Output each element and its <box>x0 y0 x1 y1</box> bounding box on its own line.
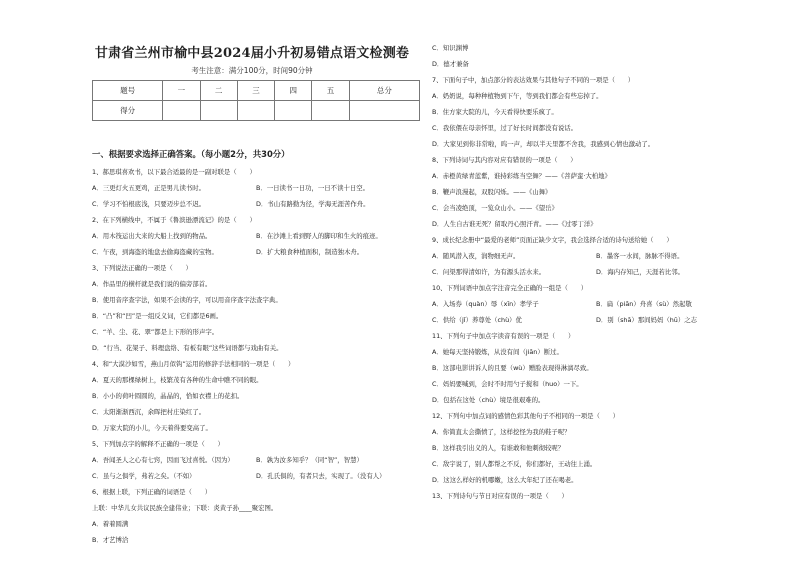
question-line: A．吾闻圣人之心有七窍，因而飞过喜悦。（因为） <box>92 456 234 464</box>
question-line: B．才艺博洽 <box>92 536 129 544</box>
question-line: D．德才兼备 <box>432 60 469 68</box>
question-line: D．书山有路勤为径，学海无涯苦作舟。 <box>256 200 370 208</box>
question-line: 1、郝思琪喜欢书，以下最合适最的是一副对联是（ ） <box>92 168 256 176</box>
score-cell <box>312 101 349 121</box>
score-row-label: 得分 <box>93 101 163 121</box>
question-line: B．在沙滩上看到野人的脚印和生火的痕迹。 <box>256 232 382 240</box>
question-line: C．“羊、尘、花、翠”都是上下形的形声字。 <box>92 328 219 336</box>
question-line: A．你简直太会撕愤了，这样挖怪为我的鞋子呢？ <box>432 428 571 436</box>
question-line: A．随风潜入夜，润物细无声。 <box>432 252 520 260</box>
question-line: D．包括在这处（chù）境是很艰难的。 <box>432 396 545 404</box>
question-line: B．墨客一水间，脉脉不得语。 <box>596 252 684 260</box>
score-header-cell: 一 <box>163 81 200 101</box>
question-line: 上联：中华儿女共议民族全建伟业；下联：炎黄子孙____聚宏图。 <box>92 504 278 512</box>
question-line: 8、下列诗词与其内容对应有错误的一项是（ ） <box>432 156 577 164</box>
question-line: C．太阳渐渐西沉，余晖把村庄染红了。 <box>92 408 206 416</box>
score-cell <box>349 101 419 121</box>
score-cell <box>275 101 312 121</box>
question-line: C．供给（jǐ）养尊处（chù）优 <box>432 316 522 324</box>
question-line: D．万家大院的小儿，今天着得要变高了。 <box>92 424 212 432</box>
exam-notice: 考生注意：满分100分，时间90分钟 <box>191 66 313 75</box>
question-line: C．妈妈要喊到，会时不时用勺子搅和（huo）一下。 <box>432 380 583 388</box>
question-line: 4、和“大漠沙如雪，燕山月似钩”运用的修辞手法相同的一项是（ ） <box>92 360 295 368</box>
question-line: A．用木筏运出大来的大船上找到的物品。 <box>92 232 212 240</box>
section-heading: 一、根据要求选择正确答案。（每小题2分，共30分） <box>92 149 290 159</box>
question-line: C．学习不怕根底浅，只要迈步总不迟。 <box>92 200 206 208</box>
question-line: C．敌宇说了，别人都帮之不反，你们都好，王动往上涌。 <box>432 460 597 468</box>
score-table <box>92 80 420 121</box>
question-line: 3、下列说法正确的一项是（ ） <box>92 264 192 272</box>
question-line: C．会当凌绝顶，一览众山小。——《望岳》 <box>432 204 558 212</box>
question-line: B．这样我引出义的人，有谁敢和他刺彻较呢？ <box>432 444 565 452</box>
score-header-row <box>93 81 420 101</box>
question-line: D．这这么样好的机哪嫩，这么大年纪了还在喝老。 <box>432 476 578 484</box>
question-line: D．别（shā）那间妈妈（hū）之志 <box>596 316 698 324</box>
question-line: B．鞭声浪漫起，双股闪烁。——《山舞》 <box>432 188 552 196</box>
question-line: D．人生自古谁无死？留取丹心照汗青。——《过零丁洋》 <box>432 220 597 228</box>
question-line: B．一日读书一日功，一日不读十日空。 <box>256 184 370 192</box>
question-line: A．奶奶说，每种种植物到下午，等到我们都会有些忘掉了。 <box>432 92 603 100</box>
score-cell <box>200 101 237 121</box>
question-line: 2、在下列横线中，不属于《鲁滨逊漂流记》的是（ ） <box>92 216 256 224</box>
question-line: A．入场券（quàn）辱（xīn）孝学子 <box>432 300 539 308</box>
question-line: B．这部电影讲诉人的且要（wù）赠脸表现得淋漓尽致。 <box>432 364 593 372</box>
question-line: 6、根据上联，下列正确的词语是（ ） <box>92 488 212 496</box>
question-line: A．夏天的那棵绿树上，枝繁茂有各种的生命中瞧不同的眼。 <box>92 376 263 384</box>
question-line: 5、下列加点字的解释不正确的一项是（ ） <box>92 440 224 448</box>
score-header-cell: 二 <box>200 81 237 101</box>
question-line: B．扁（piān）舟喜（sù）然起敬 <box>596 300 692 308</box>
question-line: B．小小的荷叶圆圆的，晶晶的，恰如衣襟上的花扣。 <box>92 392 244 400</box>
question-line: B．孰为汝多知乎？（同“智”，智慧） <box>256 456 363 464</box>
question-line: D．海内存知己，天涯若比邻。 <box>596 268 684 276</box>
score-cell <box>237 101 274 121</box>
score-row <box>93 101 420 121</box>
question-line: 7、下面句子中，加点部分的表达效果与其他句子不同的一项是（ ） <box>432 76 635 84</box>
score-header-cell: 四 <box>275 81 312 101</box>
question-line: A．她每天坚持锻炼，从没有间（jiān）断过。 <box>432 348 563 356</box>
question-line: A．赤橙黄绿青蓝紫，谁持彩练当空舞？——《菩萨蛮·大柏地》 <box>432 172 611 180</box>
question-line: B．住方家大院的儿，今天看得快要乐疯了。 <box>432 108 558 116</box>
question-line: C．虽与之俱学，弗若之矣。（不如） <box>92 472 196 480</box>
question-line: D．大家见到你非常啦，呜一声，却以半天里都不舍我，我感到心情也激动了。 <box>432 140 655 148</box>
score-header-cell: 总分 <box>349 81 419 101</box>
question-line: D．“行当、花架子、料理盘络、有板有眼”这些词语都与戏曲有关。 <box>92 344 283 352</box>
score-cell <box>163 101 200 121</box>
question-line: A．着着圆满 <box>92 520 129 528</box>
question-line: 11、下列句子中加点字读音有误的一项是（ ） <box>432 332 575 340</box>
question-line: 10、下列词语中加点字注音完全正确的一组是（ ） <box>432 284 588 292</box>
question-line: 12、下列句中加点词的感情色彩其他句子不相同的一项是（ ） <box>432 412 620 420</box>
question-line: A．作品里的横杆就是我们说的偏旁部首。 <box>92 280 212 288</box>
question-line: 13、下列诗句与节日对应有误的一项是（ ） <box>432 492 568 500</box>
exam-title: 甘肃省兰州市榆中县2024届小升初易错点语文检测卷 <box>94 46 410 61</box>
score-header-cell: 题号 <box>93 81 163 101</box>
question-line: C．知识渊博 <box>432 44 469 52</box>
question-line: B．使用音序查字法，如果不会读的字，可以用音序查字法查字典。 <box>92 296 282 304</box>
question-line: D．孔氏俱的，有者只去，实现了。（没有人） <box>256 472 386 480</box>
question-line: D．扩大粮食种植面积，制造独木舟。 <box>256 248 364 256</box>
question-line: C．我依偎在母亲怀里，过了好长时间都没有说话。 <box>432 124 578 132</box>
question-line: C．午夜，到海盗的地盘去偷海盗藏的宝物。 <box>92 248 218 256</box>
question-line: B．“凸”和“凹”是一组反义词，它们都是6画。 <box>92 312 223 320</box>
question-line: A．三更灯火五更鸡，正是男儿读书时。 <box>92 184 206 192</box>
score-header-cell: 三 <box>237 81 274 101</box>
question-line: C．问渠那得清如许，为有源头活水来。 <box>432 268 546 276</box>
question-line: 9、成长纪念册中“最爱的老师”页面正缺少文字，我会选择合适的诗句送给她（ ） <box>432 236 673 244</box>
score-header-cell: 五 <box>312 81 349 101</box>
